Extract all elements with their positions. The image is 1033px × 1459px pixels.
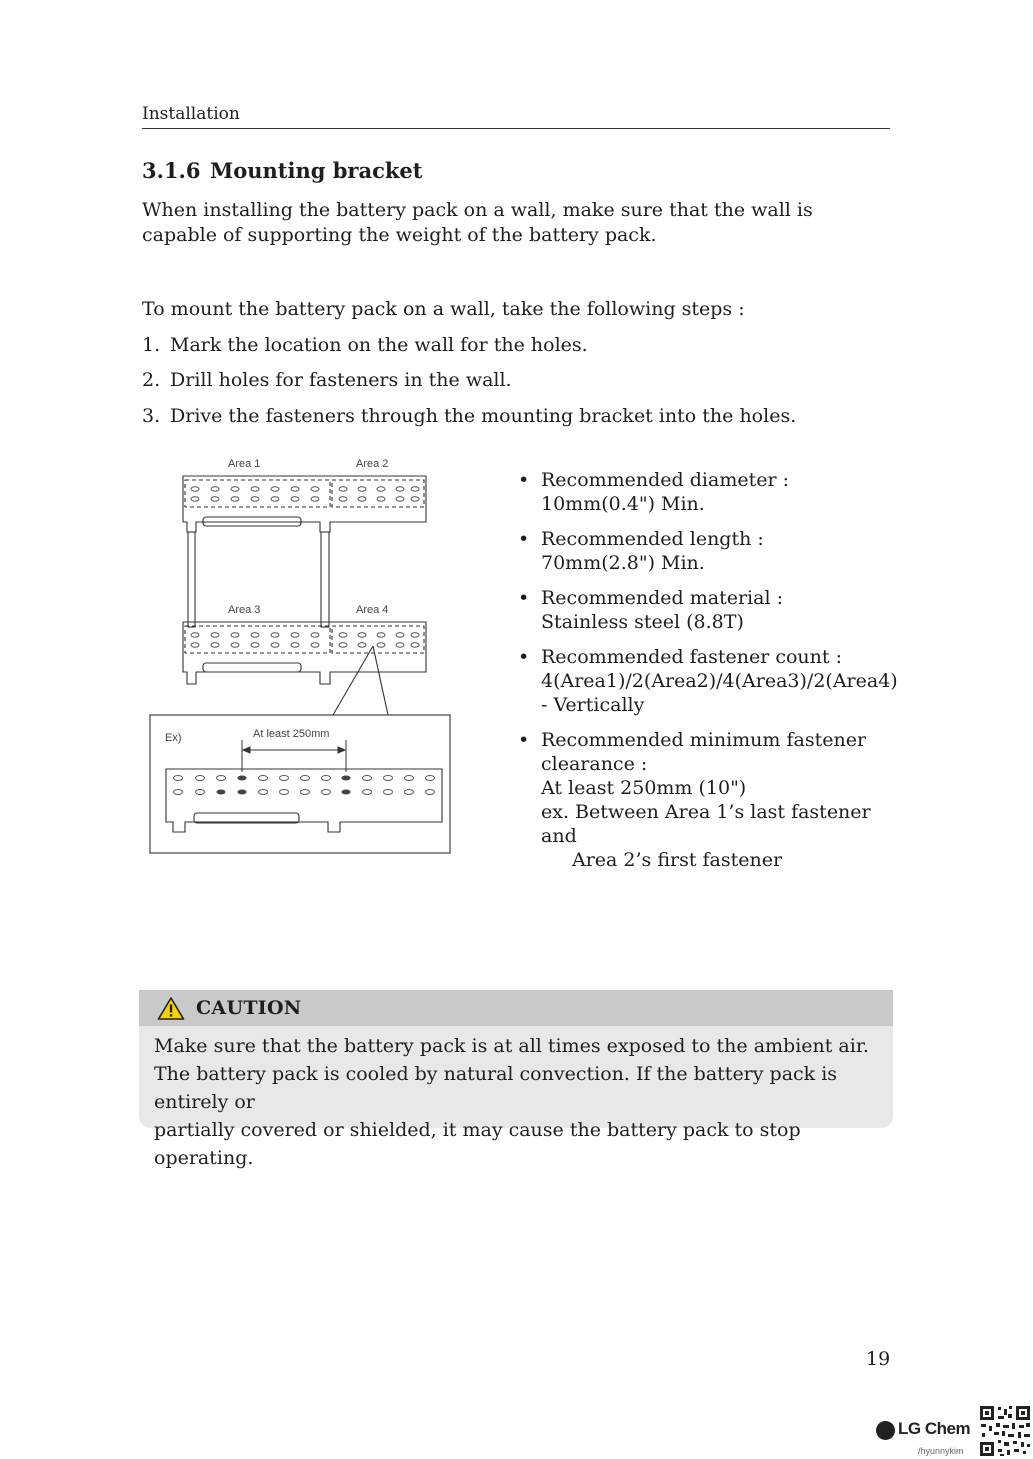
spec-line: Recommended diameter : <box>541 469 789 491</box>
example-label: Ex) <box>165 732 182 744</box>
spec-line: Stainless steel (8.8T) <box>541 611 744 633</box>
bullet: • <box>518 469 530 491</box>
page-header-label: Installation <box>142 104 240 124</box>
step-number: 1. <box>142 334 161 356</box>
spec-line: ex. Between Area 1’s last fastener and <box>541 801 871 847</box>
mounting-bracket-diagram <box>148 452 458 857</box>
warning-triangle-icon <box>157 996 185 1021</box>
section-heading <box>142 158 422 183</box>
step-text: Drill holes for fasteners in the wall. <box>170 369 512 391</box>
caution-title: CAUTION <box>196 997 302 1019</box>
step-item <box>142 405 796 427</box>
spec-line: 4(Area1)/2(Area2)/4(Area3)/2(Area4) <box>541 670 898 692</box>
spec-line: Recommended length : <box>541 528 764 550</box>
fastener-spec-list <box>518 468 898 883</box>
lg-chem-logo <box>876 1419 972 1441</box>
spec-line: - Vertically <box>541 694 645 716</box>
caution-line: The battery pack is cooled by natural convection. If the battery pack is entirely or <box>154 1063 838 1113</box>
lg-logo-icon <box>876 1421 895 1440</box>
spec-item-material <box>518 586 898 634</box>
section-number: 3.1.6 <box>142 158 201 183</box>
spec-line: 70mm(2.8") Min. <box>541 552 705 574</box>
distance-label: At least 250mm <box>253 728 330 740</box>
bullet: • <box>518 729 530 751</box>
spec-line: Area 2’s first fastener <box>572 849 783 871</box>
spec-line: clearance : <box>541 753 648 775</box>
spec-item-diameter <box>518 468 898 516</box>
caution-header <box>139 990 893 1026</box>
spec-line: Recommended fastener count : <box>541 646 842 668</box>
spec-line: Recommended material : <box>541 587 783 609</box>
step-text: Mark the location on the wall for the holes. <box>170 334 588 356</box>
steps-intro: To mount the battery pack on a wall, take the following steps : <box>142 298 745 320</box>
caution-text <box>154 1032 884 1172</box>
caution-line: partially covered or shielded, it may cause the battery pack to stop operating. <box>154 1119 801 1169</box>
step-item <box>142 334 588 356</box>
spec-item-fastener-count <box>518 645 898 717</box>
spec-line: At least 250mm (10") <box>541 777 747 799</box>
spec-line: 10mm(0.4") Min. <box>541 493 705 515</box>
area-4-label: Area 4 <box>356 604 389 616</box>
header-divider <box>142 128 890 129</box>
area-1-label: Area 1 <box>228 458 261 470</box>
spec-item-length <box>518 527 898 575</box>
section-title: Mounting bracket <box>210 158 423 183</box>
step-number: 2. <box>142 369 161 391</box>
caution-line: Make sure that the battery pack is at all times exposed to the ambient air. <box>154 1035 869 1057</box>
logo-text: LG Chem <box>898 1419 971 1438</box>
spec-line: Recommended minimum fastener <box>541 729 867 751</box>
bullet: • <box>518 646 530 668</box>
area-3-label: Area 3 <box>228 604 261 616</box>
step-text: Drive the fasteners through the mounting bracket into the holes. <box>170 405 797 427</box>
bullet: • <box>518 528 530 550</box>
intro-paragraph: When installing the battery pack on a wall, make sure that the wall is capable of supporting the weight of the battery pack. <box>142 199 813 246</box>
page-number: 19 <box>866 1348 891 1370</box>
qr-code-icon <box>978 1404 1032 1458</box>
caution-box <box>139 990 893 1169</box>
watermark: /hyunnykim <box>918 1446 964 1456</box>
bullet: • <box>518 587 530 609</box>
area-2-label: Area 2 <box>356 458 389 470</box>
step-number: 3. <box>142 405 161 427</box>
spec-item-clearance <box>518 728 898 872</box>
step-item <box>142 369 512 391</box>
